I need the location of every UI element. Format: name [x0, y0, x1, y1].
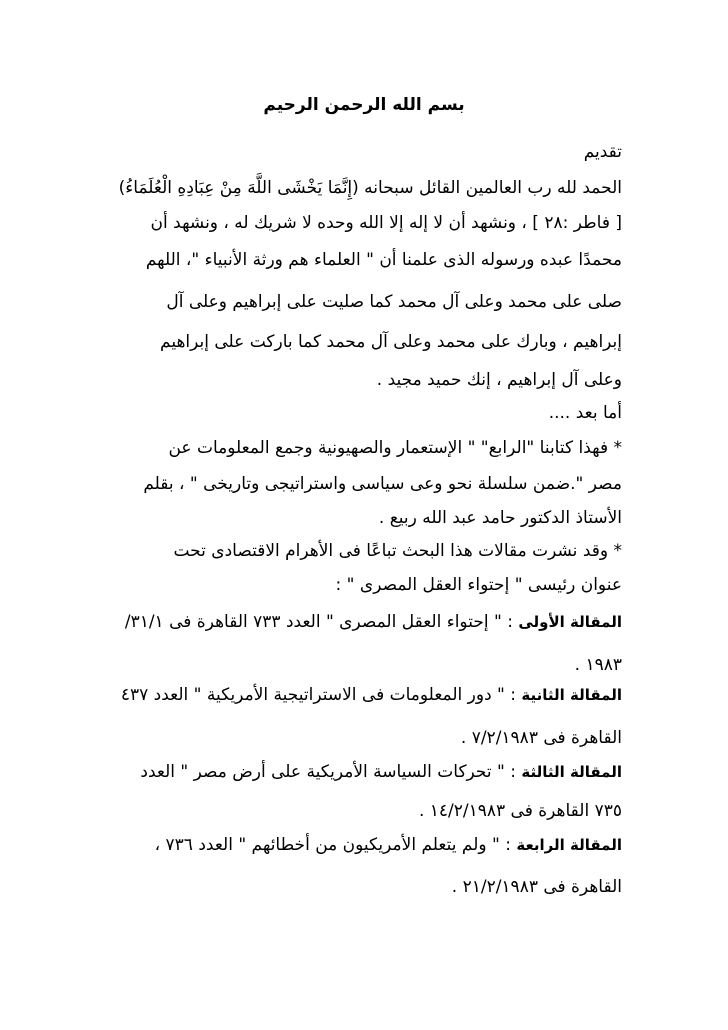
article-1-continuation: ١٩٨٣ . [574, 655, 622, 675]
basmala-title: بسم الله الرحمن الرحيم [263, 95, 465, 115]
article-1-label: المقالة الأولى [518, 613, 622, 631]
article-2-label: المقالة الثانية [521, 686, 622, 704]
body-line-7: أما بعد .... [548, 403, 622, 423]
body-line-2: [ فاطر :٢٨ ] ، ونشهد أن لا إله إلا الله وحده لا شريك له ، ونشهد أن [150, 213, 622, 233]
article-1-text: : " إحتواء العقل المصرى " العدد ٧٣٣ القاهرة فى ٣١/١/ [124, 612, 513, 632]
article-2-continuation: القاهرة فى ٧/٢/١٩٨٣ . [460, 728, 622, 748]
body-line-10: الأستاذ الدكتور حامد عبد الله ربيع . [378, 508, 622, 528]
article-4-text: : " ولم يتعلم الأمريكيون من أخطائهم " العدد ٧٣٦ ، [154, 835, 511, 855]
body-line-9: مصر ".ضمن سلسلة نحو وعى سياسى واستراتيجى وتاريخى " ، بقلم [143, 474, 622, 494]
article-4-continuation: القاهرة فى ٢١/٢/١٩٨٣ . [451, 877, 622, 897]
article-1-line [125, 611, 622, 633]
body-line-3: محمدًا عبده ورسوله الذى علمنا أن " العلماء هم ورثة الأنبياء "، اللهم [145, 250, 622, 270]
body-line-4: صلى على محمد وعلى آل محمد كما صليت على إبراهيم وعلى آل [166, 292, 622, 312]
body-line-1: الحمد لله رب العالمين القائل سبحانه (إِنَّمَا يَخْشَى اللَّهَ مِنْ عِبَادِهِ الْعُلَمَاءُ) [118, 178, 622, 198]
article-3-text: : " تحركات السياسة الأمريكية على أرض مصر " العدد [140, 762, 516, 782]
body-line-11: * وقد نشرت مقالات هذا البحث تباعًا فى الأهرام الاقتصادى تحت [173, 541, 622, 561]
heading-introduction: تقديم [583, 142, 622, 162]
article-2-line [121, 684, 622, 706]
article-3-label: المقالة الثالثة [521, 763, 622, 781]
body-line-6: وعلى آل إبراهيم ، إنك حميد مجيد . [376, 370, 622, 390]
article-3-line [140, 761, 622, 783]
body-line-8: * فهذا كتابنا "الرابع" " الإستعمار والصهيونية وجمع المعلومات عن [168, 438, 622, 458]
article-4-line [155, 834, 622, 856]
body-line-12: عنوان رئيسى " إحتواء العقل المصرى " : [335, 575, 622, 595]
article-4-label: المقالة الرابعة [516, 836, 622, 854]
article-3-continuation: ٧٣٥ القاهرة فى ١٤/٢/١٩٨٣ . [418, 801, 622, 821]
article-2-text: : " دور المعلومات فى الاستراتيجية الأمريكية " العدد ٤٣٧ [120, 685, 516, 705]
body-line-5: إبراهيم ، وبارك على محمد وعلى آل محمد كما باركت على إبراهيم [160, 332, 622, 352]
